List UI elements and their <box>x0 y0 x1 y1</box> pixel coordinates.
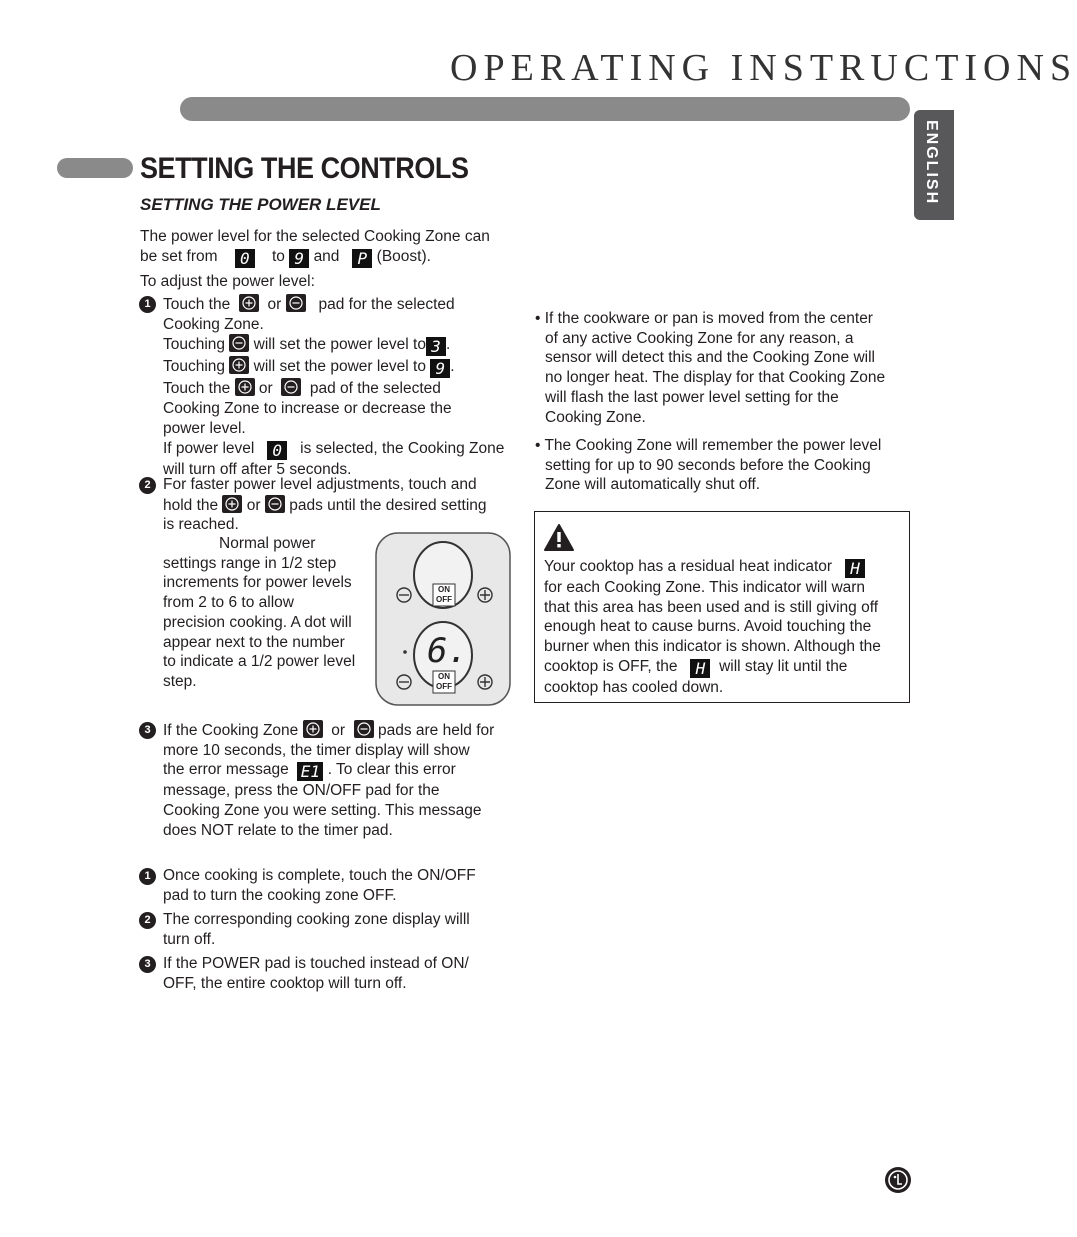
control-panel-illustration <box>375 532 511 706</box>
step-number-3: 3 <box>139 956 156 973</box>
bullet-zone-memory: • The Cooking Zone will remember the power level setting for up to 90 seconds before the Cooking Zone will automatically shut off. <box>535 437 882 494</box>
caution-text: Your cooktop has a residual heat indicator H for each Cooking Zone. This indicator will warn that this area has been used and is still giving off enough heat to cause burns. Avoid touching the burner when this indicator is shown. Although the cooktop is OFF, the H will stay lit until the cooktop has cooled down. <box>544 558 881 696</box>
step-2-text: For faster power level adjustments, touch and hold the or pads until the desired setting is reached. <box>163 476 487 534</box>
language-tab <box>914 110 954 220</box>
minus-icon <box>265 495 285 513</box>
panel-display: 6. <box>427 631 468 671</box>
display-digit-9: 9 <box>430 359 450 378</box>
display-digit-h: H <box>845 559 865 578</box>
step-number-1: 1 <box>139 868 156 885</box>
off-label: OFF <box>436 682 452 691</box>
bullet-cookware-moved: • If the cookware or pan is moved from the center of any active Cooking Zone for any reason, a sensor will detect this and the Cooking Zone will no longer heat. The display for that Cooking Zone will flash the last power level setting for the Cooking Zone. <box>535 310 886 426</box>
step-number-2: 2 <box>139 912 156 929</box>
lg-logo-icon <box>885 1167 911 1193</box>
step-1-text: Touch the or pad for the selected Cooking Zone. Touching will set the power level to 3 . Touching will set the power level to 9 . Touch the or pad of the selected Cooking Zone to increase or decrease the power level. If power level 0 is selected, the Cooking Zone will turn off after 5 seconds. <box>163 296 505 478</box>
display-error-e1: E1 <box>297 762 323 781</box>
minus-icon <box>281 378 301 396</box>
display-digit-p: P <box>352 249 372 268</box>
intro-text: The power level for the selected Cooking Zone can be set from 0 to 9 and P (Boost). To adjust the power level: <box>140 228 490 290</box>
plus-icon <box>303 720 323 738</box>
subsection-title: SETTING THE POWER LEVEL <box>140 195 381 214</box>
minus-icon <box>286 294 306 312</box>
step-3-text: If the Cooking Zone or pads are held for more 10 seconds, the timer display will show the error message E1 . To clear this error message, press the ON/OFF pad for the Cooking Zone you were setting. This message does NOT relate to the timer pad. <box>163 722 495 839</box>
plus-icon <box>229 356 249 374</box>
display-digit-0: 0 <box>267 441 287 460</box>
step-number-3: 3 <box>139 722 156 739</box>
on-label: ON <box>438 585 450 594</box>
header-bar <box>180 97 910 121</box>
page-header-title: OPERATING INSTRUCTIONS <box>450 47 1077 89</box>
display-digit-0: 0 <box>235 249 255 268</box>
display-digit-3: 3 <box>426 337 446 356</box>
off-step-1: Once cooking is complete, touch the ON/OFF pad to turn the cooking zone OFF. <box>163 867 476 904</box>
plus-icon <box>222 495 242 513</box>
minus-icon <box>229 334 249 352</box>
section-marker <box>57 158 133 178</box>
plus-icon <box>235 378 255 396</box>
display-digit-9: 9 <box>289 249 309 268</box>
off-label: OFF <box>436 595 452 604</box>
off-step-2: The corresponding cooking zone display willl turn off. <box>163 911 470 948</box>
section-title: SETTING THE CONTROLS <box>140 152 469 185</box>
display-digit-h: H <box>690 659 710 678</box>
step-2-note: Normal power settings range in 1/2 step increments for power levels from 2 to 6 to allow precision cooking. A dot will appear next to the number to indicate a 1/2 power level step. <box>163 535 356 690</box>
minus-icon <box>354 720 374 738</box>
step-number-2: 2 <box>139 477 156 494</box>
caution-box <box>534 511 910 703</box>
plus-icon <box>239 294 259 312</box>
language-label: ENGLISH <box>923 120 940 206</box>
off-step-3: If the POWER pad is touched instead of ON/ OFF, the entire cooktop will turn off. <box>163 955 469 992</box>
step-number-1: 1 <box>139 296 156 313</box>
on-label: ON <box>438 672 450 681</box>
warning-icon <box>544 524 574 556</box>
